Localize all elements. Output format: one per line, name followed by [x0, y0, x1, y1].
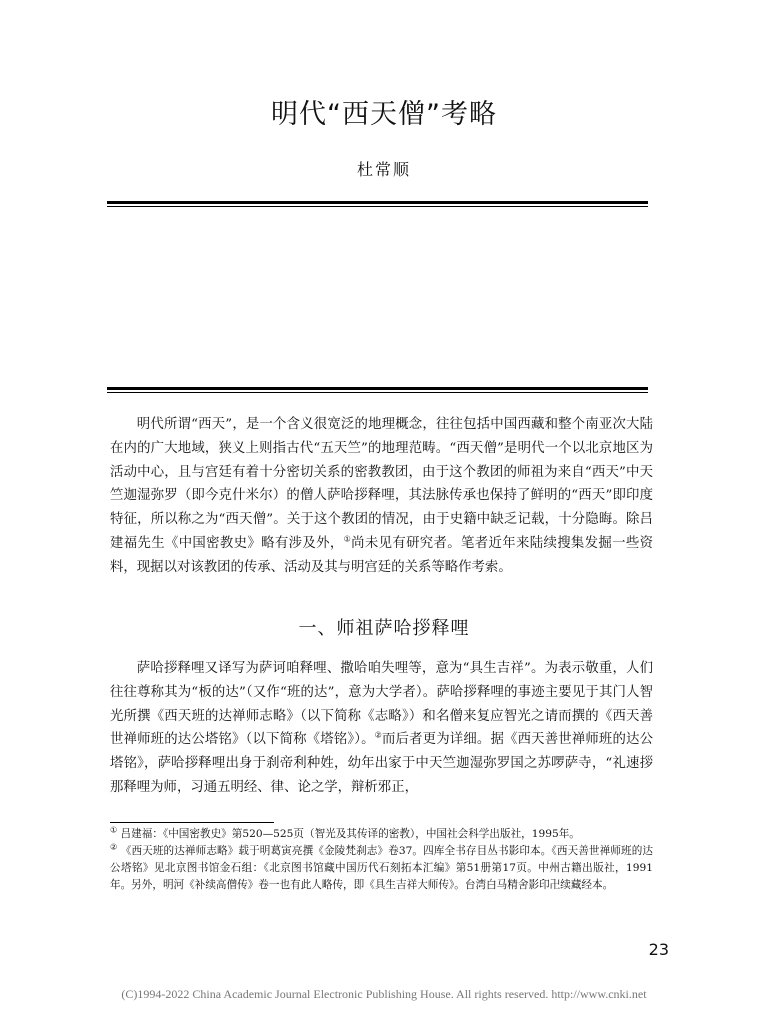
section1-text — [110, 657, 653, 800]
footnote-ref-2[interactable]: ② — [374, 730, 382, 740]
top-double-rule — [107, 201, 648, 207]
section-heading: 一、师祖萨哈拶释哩 — [298, 618, 470, 639]
footnote-2: ② 《西天班的达禅师志略》载于明葛寅亮撰《金陵梵刹志》卷37。四库全书存目丛书影印本。《西天善世禅师班的达公塔铭》见北京图书馆金石组：《北京图书馆藏中国历代石刻拓本汇编》第51册第17页。中州古籍出版社，1991年。另外，明河《补续高僧传》卷一也有此人略传，即《具生吉祥大师传》。台湾白马精舍影印卍续藏经本。 — [110, 842, 654, 891]
footnote-1: ① 吕建福：《中国密教史》第520—525页（智光及其传译的密教），中国社会科学出版社，1995年。 — [110, 825, 580, 840]
author-name: 杜常顺 — [356, 160, 411, 179]
footnote-ref-1[interactable]: ① — [343, 534, 352, 544]
copyright-footer: (C)1994-2022 China Academic Journal Electronic Publishing House. All rights reserved. http://www.cnki.net — [121, 987, 647, 1001]
bottom-double-rule — [107, 387, 648, 393]
footnotes — [110, 826, 653, 894]
section1-paragraph: 萨哈拶释哩又译写为萨诃咱释哩、撒哈咱失哩等，意为“具生吉祥”。为表示敬重，人们往往尊称其为“板的达”（又作“班的达”，意为大学者）。萨哈拶释哩的事迹主要见于其门人智光所撰《西天班的达禅师志略》（以下简称《志略》）和名僧来复应智光之请而撰的《西天善世禅师班的达公塔铭》（以下简称《塔铭》）。②而后者更为详细。据《西天善世禅师班的达公塔铭》，萨哈拶释哩出身于刹帝利种姓，幼年出家于中天竺迦湿弥罗国之苏啰萨寺，“礼速拶那释哩为师，习通五明经、律、论之学，辩析邪正， — [110, 661, 653, 795]
intro-text — [110, 413, 653, 580]
page-number: 23 — [648, 940, 669, 959]
footnote-separator — [110, 822, 274, 823]
intro-paragraph: 明代所谓“西天”，是一个含义很宽泛的地理概念，往往包括中国西藏和整个南亚次大陆在内的广大地域，狭义上则指古代“五天竺”的地理范畴。“西天僧”是明代一个以北京地区为活动中心，且与宫廷有着十分密切关系的密教教团，由于这个教团的师祖为来自“西天”中天竺迦湿弥罗（即今克什米尔）的僧人萨哈拶释哩，其法脉传承也保持了鲜明的“西天”即印度特征，所以称之为“西天僧”。关于这个教团的情况，由于史籍中缺乏记载，十分隐晦。除吕建福先生《中国密教史》略有涉及外，①尚未见有研究者。笔者近年来陆续搜集发掘一些资料，现据以对该教团的传承、活动及其与明宫廷的关系等略作考索。 — [110, 417, 654, 575]
article-title: 明代“西天僧”考略 — [271, 99, 497, 130]
